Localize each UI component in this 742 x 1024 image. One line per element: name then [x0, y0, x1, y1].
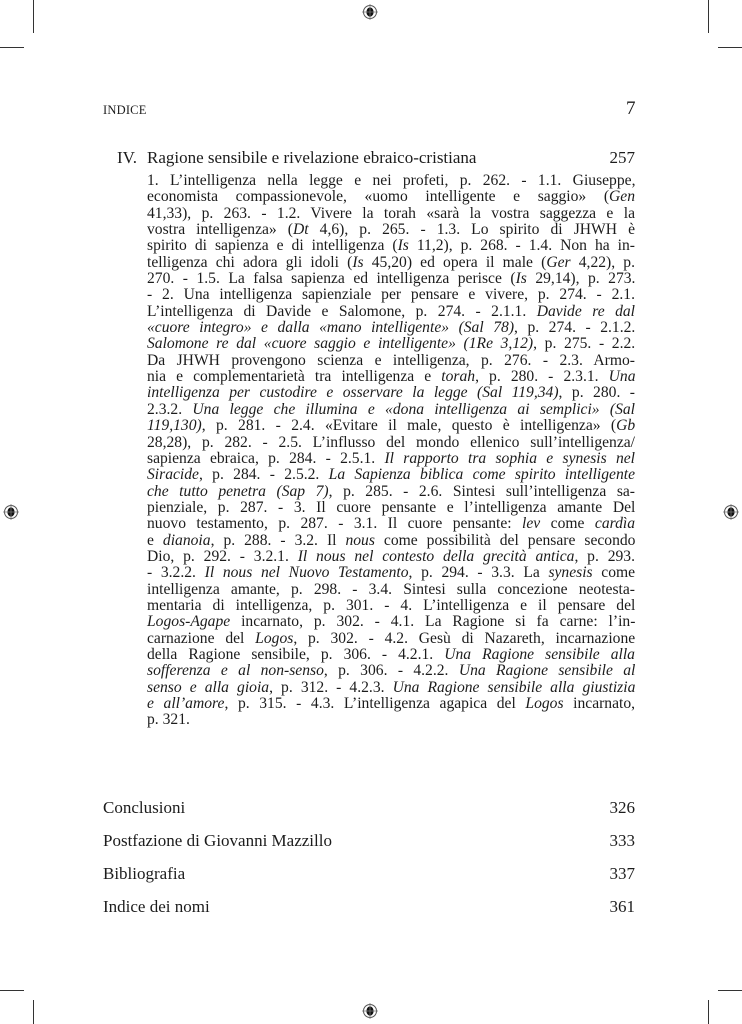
text-segment: p. 321. — [147, 711, 190, 729]
entry-title: Indice dei nomi — [103, 897, 210, 916]
text-line — [147, 647, 635, 663]
text-line — [147, 189, 635, 205]
text-line — [147, 385, 635, 401]
crop-mark — [718, 990, 742, 991]
text-line — [147, 549, 635, 565]
text-line — [147, 336, 635, 352]
toc-entry[interactable] — [103, 897, 635, 917]
italic-text: Siracide — [147, 466, 199, 484]
italic-text: intelligenza per custodire e osservare la legge (Sal 119,34) — [147, 384, 559, 402]
text-segment: come — [540, 515, 595, 533]
text-line — [147, 418, 635, 434]
registration-mark-icon — [723, 504, 739, 520]
text-segment: 41,33), p. 263. - 1.2. Vivere la torah «sarà la vostra saggezza e la — [147, 204, 635, 222]
italic-text: Una legge che illumina e «dona intelligenza ai semplici» (Sal — [192, 400, 635, 418]
text-segment: 45,20) ed opera il male ( — [363, 253, 547, 271]
text-segment: incarnato, p. 302. - 4.1. La Ragione si fa carne: l’in- — [230, 613, 636, 631]
italic-text: Una — [608, 368, 636, 386]
text-segment: 270. - 1.5. La falsa sapienza ed intelligenza perisce ( — [147, 270, 516, 288]
text-line — [147, 206, 635, 222]
text-line — [147, 516, 635, 532]
text-segment: , p. 285. - 2.6. Sintesi sull’intelligenza sa- — [328, 482, 636, 500]
text-line — [147, 631, 635, 647]
crop-mark — [0, 47, 24, 48]
text-line — [147, 467, 635, 483]
text-segment: , p. 315. - 4.3. L’intelligenza agapica del — [224, 695, 526, 712]
italic-text: Logos — [255, 629, 294, 647]
text-segment: , p. 284. - 2.5.2. — [198, 466, 329, 484]
crop-mark — [0, 990, 24, 991]
text-segment: pienziale, p. 287. - 3. Il cuore pensante e l’intelligenza amante Del — [147, 498, 636, 516]
text-segment: come possibilità del pensare secondo — [374, 531, 636, 549]
chapter-page: 257 — [609, 148, 635, 167]
italic-text: Il nous nel contesto della grecità antica — [297, 547, 575, 565]
text-segment: , p. 288. - 3.2. Il — [210, 531, 346, 549]
text-segment: della Ragione sensibile, p. 306. - 4.2.1. — [147, 645, 445, 663]
toc-entry[interactable] — [103, 831, 635, 851]
text-line — [147, 271, 635, 287]
italic-text: Is — [397, 237, 409, 255]
text-segment: Da JHWH provengono scienza e intelligenza, p. 276. - 2.3. Armo- — [147, 351, 635, 369]
text-segment: 29,14), p. 273. — [526, 270, 636, 288]
italic-text: nous — [345, 531, 375, 549]
text-segment: sapienza ebraica, p. 284. - 2.5.1. — [147, 449, 385, 467]
italic-text: Salomone re dal «cuore saggio e intelligente» (1Re 3,12) — [147, 335, 534, 353]
text-line — [147, 614, 635, 630]
text-line — [147, 484, 635, 500]
chapter-subsections — [147, 173, 635, 729]
text-segment: 4,22), p. — [570, 253, 635, 271]
entry-title: Postfazione di Giovanni Mazzillo — [103, 831, 332, 850]
text-line — [147, 451, 635, 467]
italic-text: 119,130) — [147, 417, 202, 435]
chapter-number: IV. — [117, 148, 137, 167]
text-segment: spirito di sapienza e di intelligenza ( — [147, 237, 398, 255]
text-line — [147, 680, 635, 696]
registration-mark-icon — [3, 504, 19, 520]
text-line — [147, 598, 635, 614]
italic-text: Logos-Agape — [147, 613, 231, 631]
italic-text: e all’amore — [147, 695, 225, 712]
text-line — [147, 353, 635, 369]
text-line — [147, 173, 635, 189]
text-segment: 2.3.2. — [147, 400, 193, 418]
italic-text: sofferenza e al non-senso — [147, 662, 324, 680]
text-segment: , p. 302. - 4.2. Gesù di Nazareth, incarnazione — [293, 629, 636, 647]
text-segment: intelligenza amante, p. 298. - 3.4. Sintesi sulla concezione neotesta- — [147, 580, 635, 598]
italic-text: che tutto penetra (Sap 7) — [147, 482, 329, 500]
registration-mark-icon — [362, 4, 378, 20]
page-number: 7 — [626, 98, 636, 119]
text-segment: telligenza chi adora gli idoli ( — [147, 253, 353, 271]
italic-text: Is — [352, 253, 364, 271]
italic-text: Logos — [525, 695, 564, 712]
entry-title: Bibliografia — [103, 864, 186, 883]
toc-entry[interactable] — [103, 864, 635, 884]
italic-text: Una Ragione sensibile al — [458, 662, 636, 680]
text-segment: , p. 280. - — [558, 384, 635, 402]
text-segment: , p. 280. - 2.3.1. — [475, 368, 609, 386]
text-segment: , p. 293. — [574, 547, 635, 565]
text-segment: Dio, p. 292. - 3.2.1. — [147, 547, 298, 565]
text-segment: 1. L’intelligenza nella legge e nei profeti, p. 262. - 1.1. Giuseppe, — [147, 172, 636, 189]
text-segment: 4,6), p. 265. - 1.3. Lo spirito di JHWH è — [308, 221, 635, 239]
text-line — [147, 533, 635, 549]
entry-page: 326 — [609, 798, 635, 817]
running-head: INDICE — [103, 103, 147, 117]
text-line — [147, 320, 635, 336]
crop-mark — [708, 0, 709, 33]
registration-mark-icon — [362, 1003, 378, 1019]
text-segment: L’intelligenza di Davide e Salomone, p. 274. - 2.1.1. — [147, 302, 537, 320]
text-line — [147, 565, 635, 581]
text-segment: nuovo testamento, p. 287. - 3.1. Il cuore pensante: — [147, 515, 523, 533]
crop-mark — [718, 47, 742, 48]
text-segment: - 2. Una intelligenza sapienziale per pensare e vivere, p. 274. - 2.1. — [147, 286, 635, 304]
text-segment: e — [147, 531, 163, 549]
italic-text: senso e alla gioia — [147, 678, 270, 696]
italic-text: cardìa — [594, 515, 636, 533]
crop-mark — [708, 1000, 709, 1024]
text-segment: , p. 306. - 4.2.2. — [323, 662, 459, 680]
text-line — [147, 696, 635, 712]
italic-text: Una Ragione sensibile alla giustizia — [392, 678, 636, 696]
crop-mark — [33, 1000, 34, 1024]
text-segment: , p. 275. - 2.2. — [533, 335, 636, 353]
text-line — [147, 663, 635, 679]
italic-text: Il nous nel Nuovo Testamento — [204, 564, 409, 582]
italic-text: La Sapienza biblica come spirito intelligente — [328, 466, 636, 484]
text-line — [147, 304, 635, 320]
text-segment: nia e complementarietà tra intelligenza e — [147, 368, 442, 386]
italic-text: torah — [441, 368, 476, 386]
italic-text: Il rapporto tra sophia e synesis nel — [384, 449, 635, 467]
crop-mark — [33, 0, 34, 33]
text-line — [147, 500, 635, 516]
text-segment: , p. 274. - 2.1.2. — [514, 319, 636, 337]
italic-text: Dt — [292, 221, 309, 239]
italic-text: Una Ragione sensibile alla — [444, 645, 635, 663]
text-segment: carnazione del — [147, 629, 256, 647]
text-line — [147, 582, 635, 598]
text-line — [147, 238, 635, 254]
text-segment: economista compassionevole, «uomo intelligente e saggio» ( — [147, 188, 610, 206]
text-line — [147, 287, 635, 303]
italic-text: «cuore integro» e dalla «mano intelligente» (Sal 78) — [147, 319, 515, 337]
text-segment: 28,28), p. 282. - 2.5. L’influsso del mondo ellenico sull’intelligenza/ — [147, 433, 636, 451]
entry-page: 333 — [609, 831, 635, 850]
italic-text: dianoia — [162, 531, 211, 549]
text-line — [147, 369, 635, 385]
italic-text: Gb — [616, 417, 636, 435]
italic-text: synesis — [548, 564, 593, 582]
text-line — [147, 712, 635, 728]
text-segment: , p. 281. - 2.4. «Evitare il male, questo è intelligenza» ( — [201, 417, 617, 435]
italic-text: Is — [515, 270, 527, 288]
italic-text: Ger — [546, 253, 571, 271]
text-line — [147, 435, 635, 451]
text-segment: 11,2), p. 268. - 1.4. Non ha in- — [408, 237, 635, 255]
entry-page: 361 — [609, 897, 635, 916]
chapter-title: Ragione sensibile e rivelazione ebraico-cristiana — [147, 148, 477, 167]
text-line — [147, 255, 635, 271]
text-segment: vostra intelligenza» ( — [147, 221, 293, 239]
text-line — [147, 222, 635, 238]
entry-page: 337 — [609, 864, 635, 883]
text-segment: , p. 294. - 3.3. La — [408, 564, 549, 582]
text-segment: mentaria di intelligenza, p. 301. - 4. L’intelligenza e il pensare del — [147, 596, 636, 614]
italic-text: Davide re dal — [536, 302, 635, 320]
text-segment: - 3.2.2. — [147, 564, 205, 582]
italic-text: lev — [522, 515, 541, 533]
toc-entry[interactable] — [103, 798, 635, 818]
italic-text: Gen — [609, 188, 635, 206]
text-line — [147, 402, 635, 418]
text-segment: incarnato, — [563, 695, 636, 712]
text-segment: , p. 312. - 4.2.3. — [269, 678, 393, 696]
text-segment: come — [592, 564, 636, 582]
entry-title: Conclusioni — [103, 798, 186, 817]
